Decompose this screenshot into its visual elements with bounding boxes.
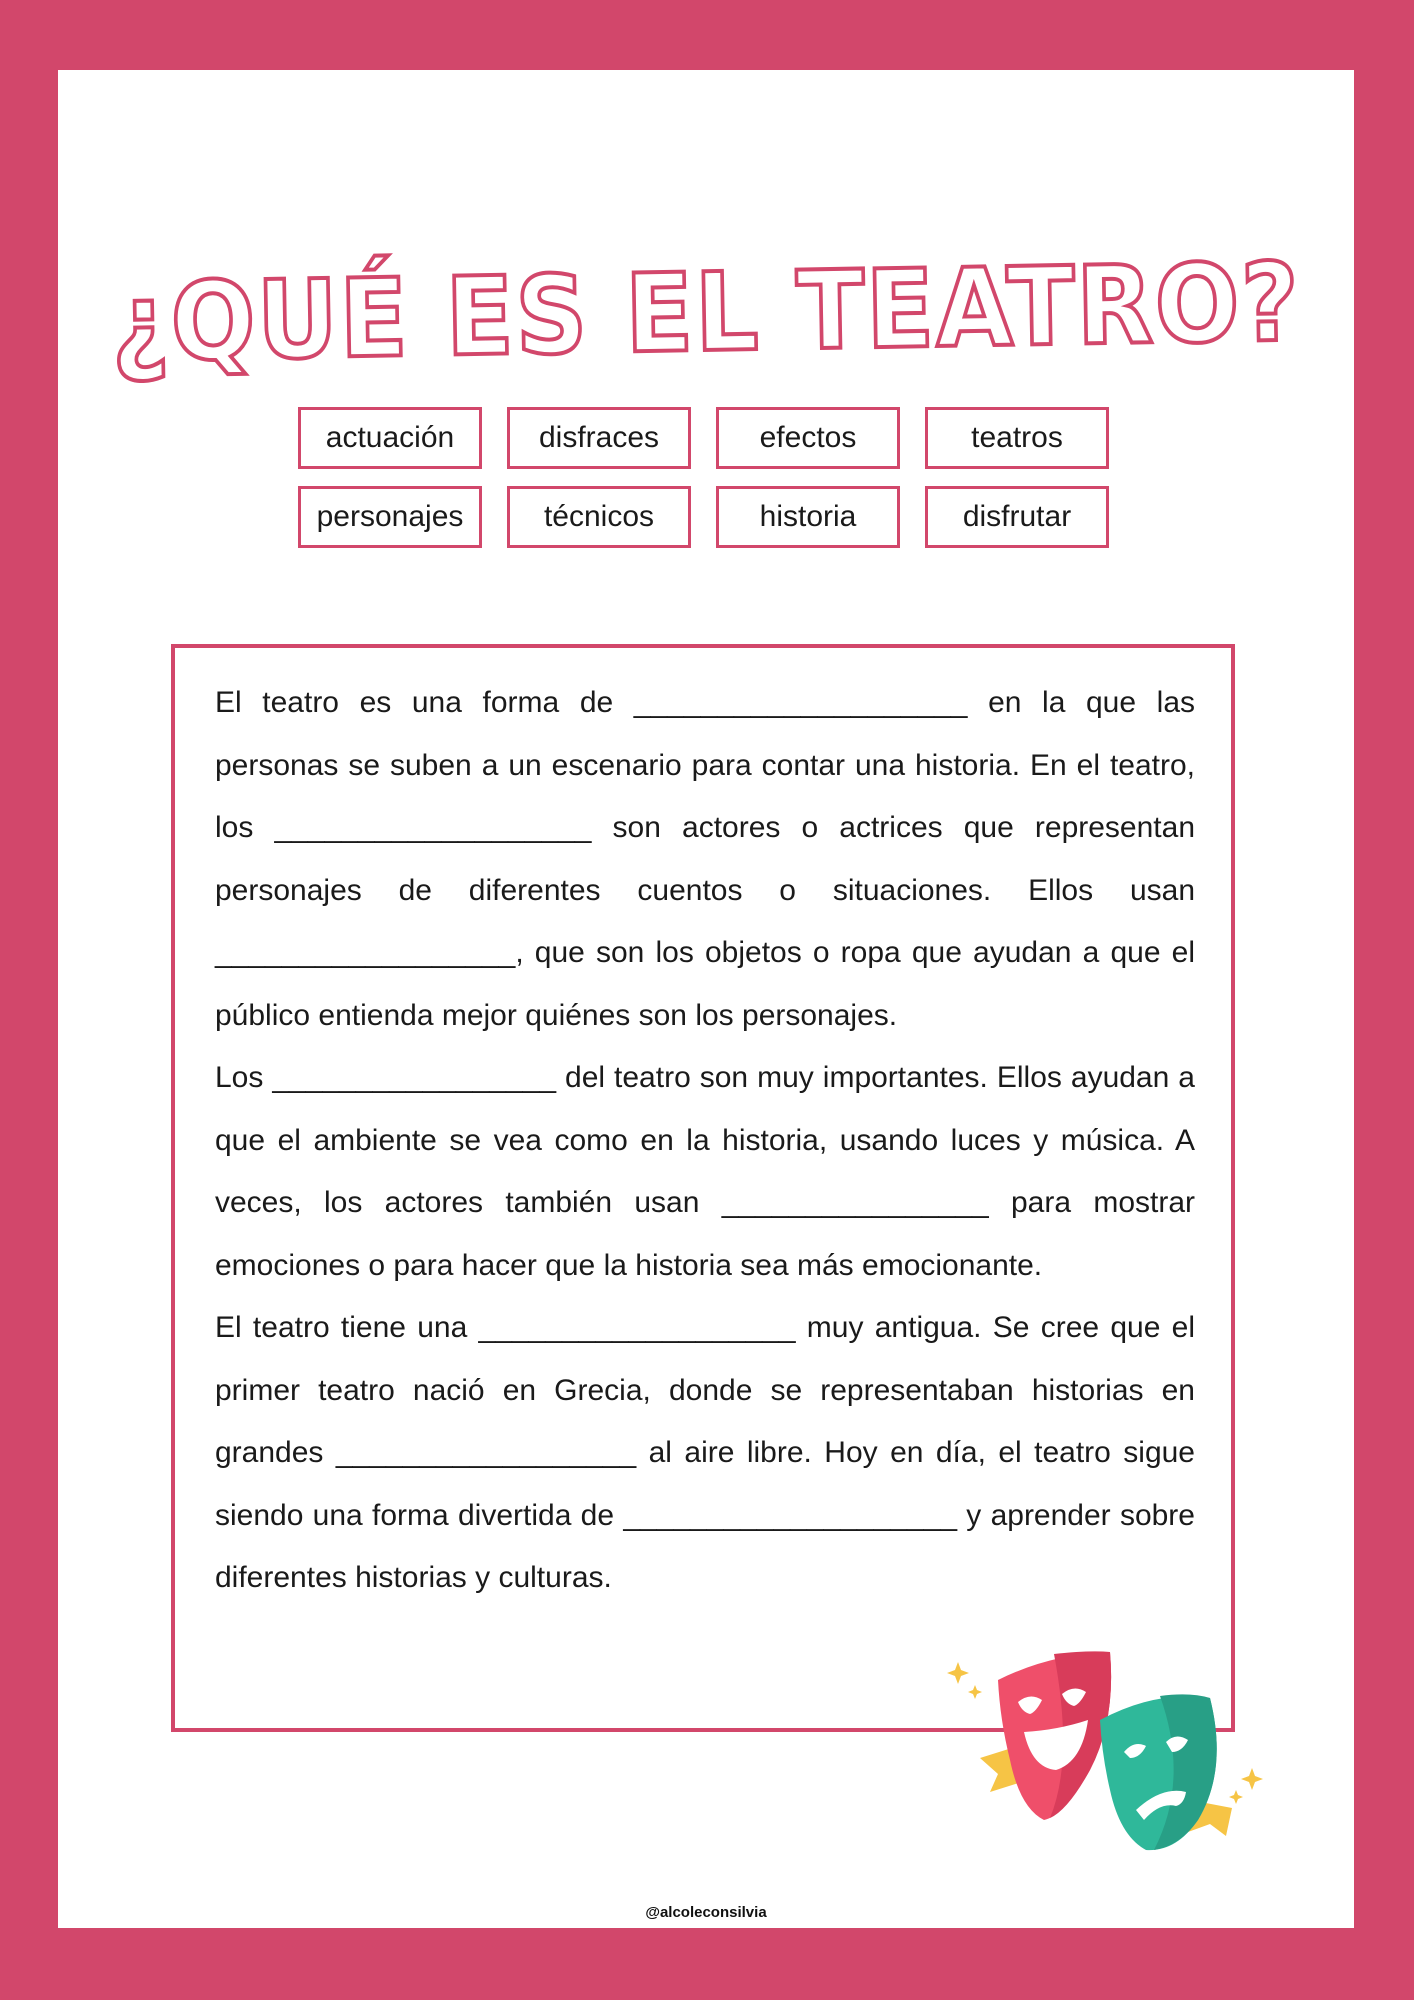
word-bank-item: efectos bbox=[716, 407, 900, 469]
word-bank-item: actuación bbox=[298, 407, 482, 469]
fill-in-text-box bbox=[171, 644, 1235, 1732]
paragraph-1: El teatro es una forma de ____________________ en la que las personas se suben a un escenario para contar una historia. En el teatro, los ___________________ son actores o actrices que representan personajes de diferentes cuentos o situaciones. Ellos usan __________________, que son los objetos o ropa que ayudan a que el público entienda mejor quiénes son los personajes. bbox=[215, 686, 1195, 1032]
paragraph-2: Los _________________ del teatro son muy importantes. Ellos ayudan a que el ambiente se vea como en la historia, usando luces y música. A veces, los actores también usan ________________ para mostrar emociones o para hacer que la historia sea más emocionante. bbox=[215, 1061, 1195, 1282]
word-bank bbox=[298, 407, 1109, 548]
word-bank-item: disfrutar bbox=[925, 486, 1109, 548]
word-bank-item: historia bbox=[716, 486, 900, 548]
worksheet-page bbox=[58, 70, 1354, 1928]
word-bank-item: disfraces bbox=[507, 407, 691, 469]
word-bank-item: teatros bbox=[925, 407, 1109, 469]
author-credit: @alcoleconsilvia bbox=[645, 1904, 767, 1921]
theatre-masks-icon bbox=[940, 1640, 1280, 1870]
page-title: ¿QUÉ ES EL TEATRO? bbox=[110, 240, 1302, 387]
paragraph-3: El teatro tiene una ___________________ muy antigua. Se cree que el primer teatro nació en Grecia, donde se representaban historias en grandes __________________ al aire libre. Hoy en día, el teatro sigue siendo una forma divertida de ____________________ y aprender sobre diferentes historias y culturas. bbox=[215, 1311, 1195, 1594]
word-bank-item: técnicos bbox=[507, 486, 691, 548]
word-bank-item: personajes bbox=[298, 486, 482, 548]
